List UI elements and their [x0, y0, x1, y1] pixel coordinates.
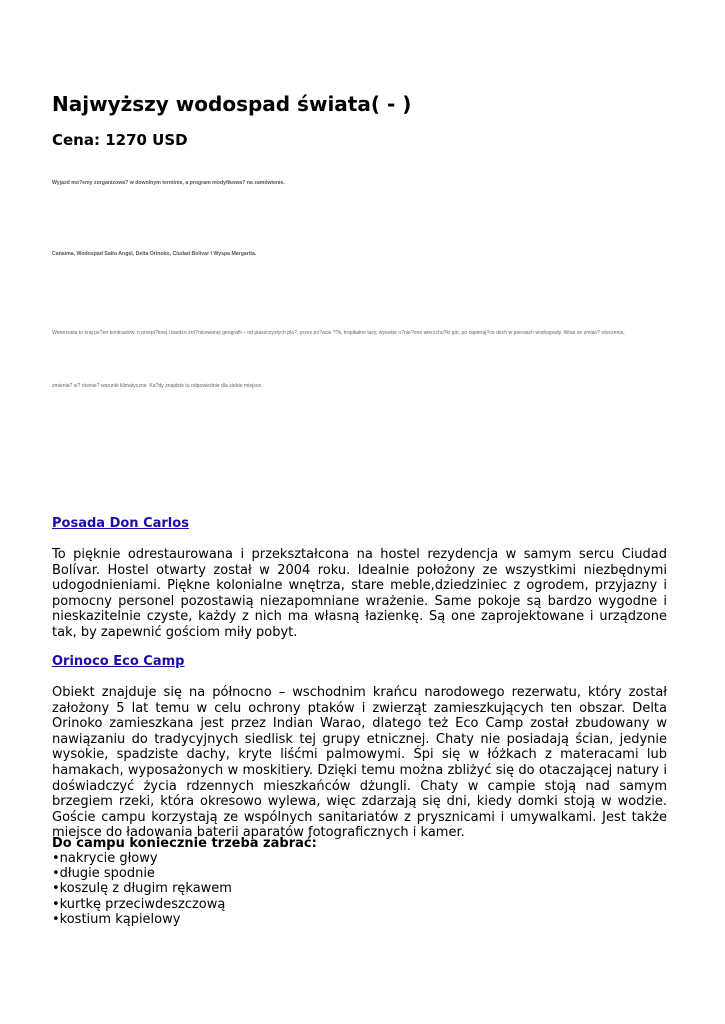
list-item: •kurtkę przeciwdeszczową [52, 896, 226, 912]
price-label: Cena: 1270 USD [52, 131, 188, 149]
posada-don-carlos-link[interactable]: Posada Don Carlos [52, 516, 189, 531]
list-item: •koszulę z długim rękawem [52, 881, 232, 897]
intro-line-3: Wenezuela to kraj pe?en kontrastów, o przepi?knej i bardzo zró?nicowanej geografii – od piaszczystych pla?, przez po?acie ??k, tropikalne lasy, wysokie o?nie?one wierzcho?ki gór, po zapieraj?ce dech w piersiach wodospady. Wraz ze zmian? otoczenia, [52, 330, 625, 336]
intro-line-1: Wyjazd mo?emy zorganizowa? w dowolnym terminie, a program modyfikowa? na zamówienie. [52, 180, 285, 186]
list-item: •nakrycie głowy [52, 851, 158, 866]
list-item: •długie spodnie [52, 866, 155, 882]
list-item: •kostium kąpielowy [52, 911, 181, 927]
packing-list-heading: Do campu koniecznie trzeba zabrać: [52, 836, 317, 851]
packing-list [52, 851, 232, 927]
intro-line-4: zmienia? si? równie? warunki klimatyczne. Ka?dy znajdzie tu odpowiednie dla siebie miejsce. [52, 383, 263, 389]
intro-line-2: Canaima, Wodospad Salto Angel, Delta Orinoko, Ciudad Bolivar i Wyspa Margarita. [52, 251, 257, 257]
posada-description: To pięknie odrestaurowana i przekształcona na hostel rezydencja w samym sercu Ciudad Bolívar. Hostel otwarty został w 2004 roku. Idealnie położony ze wszystkimi niezbędnymi udogodnieniami. Piękne kolonialne wnętrza, stare meble,dziedziniec z ogrodem, przyjazny i pomocny personel pozostawią niezapomniane wrażenie. Same pokoje są bardzo wygodne i nieskazitelnie czyste, każdy z nich ma własną łazienkę. Są one zaprojektowane i urządzone tak, by zapewnić gościom miły pobyt. [52, 547, 667, 640]
orinoco-eco-camp-link[interactable]: Orinoco Eco Camp [52, 654, 185, 669]
eco-camp-description: Obiekt znajduje się na północno – wschodnim krańcu narodowego rezerwatu, który został założony 5 lat temu w celu ochrony ptaków i zwierząt zamieszkujących ten obszar. Delta Orinoko zamieszkana jest przez Indian Warao, dlatego też Eco Camp został zbudowany w nawiązaniu do tradycyjnych siedlisk tej grupy etnicznej. Chaty nie posiadają ścian, jedynie wysokie, spadziste dachy, kryte liśćmi palmowymi. Śpi się w łóżkach z materacami lub hamakach, wyposażonych w moskitiery. Dzięki temu można zbliżyć się do otaczającej natury i doświadczyć życia rdzennych mieszkańców dżungli. Chaty w campie stoją nad samym brzegiem rzeki, która okresowo wylewa, więc zdarzają się dni, kiedy domki stoją w wodzie. Goście campu korzystają ze wspólnych sanitariatów z prysznicami i umywalkami. Jest także miejsce do ładowania baterii aparatów fotograficznych i kamer. [52, 685, 667, 841]
page-title: Najwyższy wodospad świata( - ) [52, 92, 412, 116]
